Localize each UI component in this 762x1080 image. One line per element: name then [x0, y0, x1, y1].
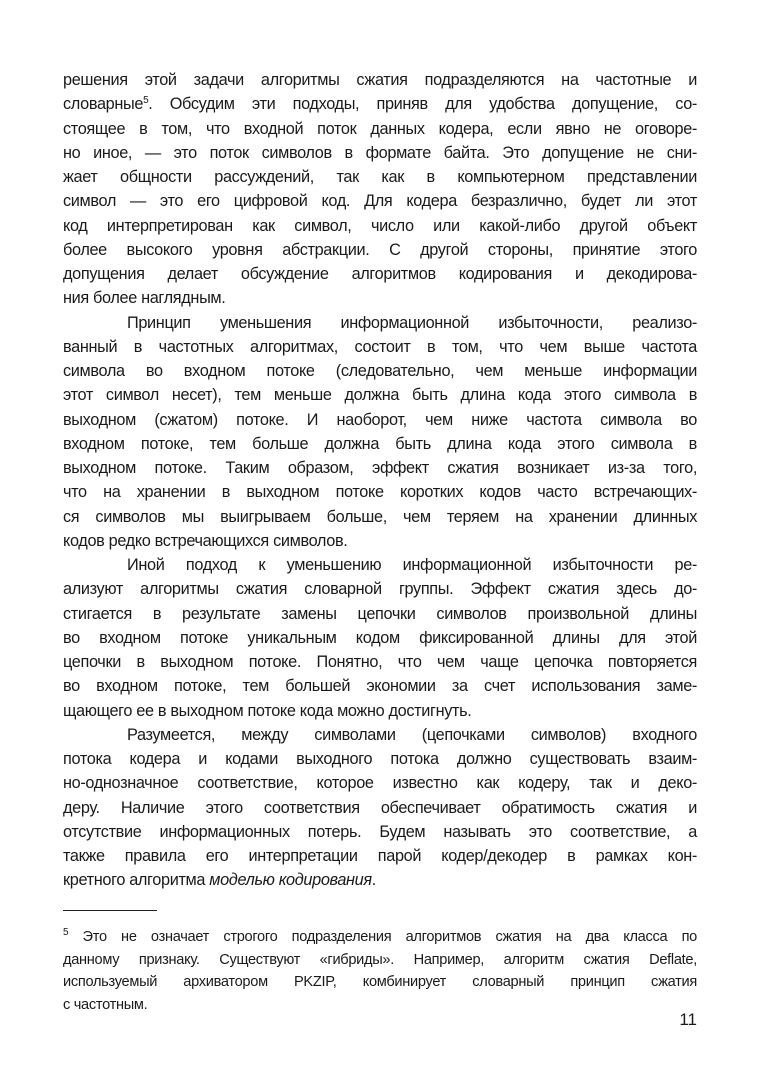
text-line: щающего ее в выходном потоке кода можно достигнуть.: [63, 701, 472, 720]
text-line: но-однозначное соответствие, которое известно как кодеру, так и деко-: [63, 774, 697, 793]
main-text: [63, 68, 697, 893]
text-line: ся символов мы выигрываем больше, чем теряем на хранении длинных: [63, 507, 697, 526]
text-line: Принцип уменьшения информационной избыточности, реализо-: [127, 313, 697, 332]
text-line: стоящее в том, что входной поток данных кодера, если явно не оговоре-: [63, 119, 697, 138]
footnote-line: [63, 926, 697, 949]
paragraph: [63, 723, 697, 893]
text-line: Разумеется, между символами (цепочками символов) входного: [127, 725, 697, 744]
text-line: цепочки в выходном потоке. Понятно, что чем чаще цепочка повторяется: [63, 653, 697, 671]
paragraph: [63, 553, 697, 723]
italic-term: моделью кодирования: [209, 871, 372, 890]
footnote-marker: 5: [63, 927, 69, 938]
text-line: символ — это его цифровой код. Для кодера безразлично, будет ли этот: [63, 192, 697, 211]
text-line: решения этой задачи алгоритмы сжатия подразделяются на частотные и: [63, 71, 697, 89]
text-line: выходном (сжатом) потоке. И наоборот, чем ниже частота символа во: [63, 410, 697, 429]
text-line: что на хранении в выходном потоке коротких кодов часто встречающих-: [63, 483, 697, 502]
paragraph: [63, 311, 697, 554]
paragraph: [63, 68, 697, 311]
text-line: ния более наглядным.: [63, 289, 226, 308]
text-line: символа во входном потоке (следовательно, чем меньше информации: [63, 362, 697, 380]
footnote-line: [63, 971, 697, 994]
footnote-separator: [63, 910, 157, 911]
text-line: жает общности рассуждений, так как в компьютерном представлении: [63, 168, 697, 186]
text-line: деру. Наличие этого соответствия обеспечивает обратимость сжатия и: [63, 798, 697, 817]
text-line: стигается в результате замены цепочки символов произвольной длины: [63, 604, 697, 623]
text-line: потока кодера и кодами выходного потока должно существовать взаим-: [63, 750, 697, 768]
text-line: словарные$^5$. Обсудим эти подходы, приняв для удобства допущение, со-: [63, 95, 697, 114]
text-line: Иной подход к уменьшению информационной избыточности ре-: [127, 556, 697, 574]
footnote-text: данному признаку. Существуют «гибриды». Например, алгоритм сжатия Deflate,: [63, 951, 697, 968]
text-line: отсутствие информационных потерь. Будем называть это соответствие, а: [63, 822, 697, 841]
footnote-line: [63, 949, 697, 972]
line-end: .: [371, 871, 376, 890]
footnote: [63, 926, 697, 1016]
text-line: также правила его интерпретации парой кодер/декодер в рамках кон-: [63, 847, 697, 865]
text-line: этот символ несет), тем меньше должна быть длина кода этого символа в: [63, 386, 697, 405]
footnote-text: Это не означает строгого подразделения алгоритмов сжатия на два класса по: [68, 929, 697, 945]
text-line: выходном потоке. Таким образом, эффект сжатия возникает из-за того,: [63, 459, 697, 477]
text-line: ванный в частотных алгоритмах, состоит в том, что чем выше частота: [63, 337, 697, 356]
text-line: входном потоке, тем больше должна быть длина кода этого символа в: [63, 434, 697, 453]
footnote-ref[interactable]: 5: [143, 95, 149, 107]
text-line: более высокого уровня абстракции. С другой стороны, принятие этого: [63, 240, 697, 259]
footnote-line: [63, 994, 697, 1017]
text-line: ализуют алгоритмы сжатия словарной группы. Эффект сжатия здесь до-: [63, 580, 697, 599]
text-line: допущения делает обсуждение алгоритмов кодирования и декодирова-: [63, 265, 697, 283]
footnote-text: с частотным.: [63, 996, 148, 1013]
text-line: код интерпретирован как символ, число или какой-либо другой объект: [63, 216, 697, 235]
page-number: 11: [679, 1010, 697, 1029]
text-line: во входном потоке, тем большей экономии за счет использования заме-: [63, 677, 697, 696]
footnote-text: используемый архиватором PKZIP, комбинирует словарный принцип сжатия: [63, 974, 697, 990]
text-line: кодов редко встречающихся символов.: [63, 531, 348, 550]
text-line: кретного алгоритма моделью кодирования.: [63, 871, 376, 890]
text-line: во входном потоке уникальным кодом фиксированной длины для этой: [63, 628, 697, 647]
text-line: но иное, — это поток символов в формате байта. Это допущение не сни-: [63, 143, 697, 162]
